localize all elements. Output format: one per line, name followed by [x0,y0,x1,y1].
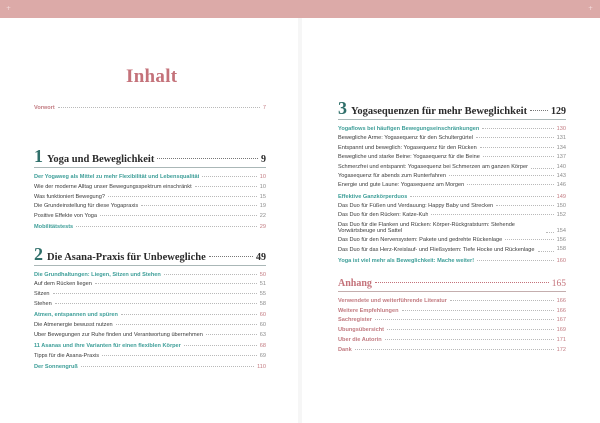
dot-leader [157,158,258,159]
dot-leader [76,226,257,227]
chapter-heading[interactable] [34,147,266,168]
toc-entry-page: 160 [556,257,566,264]
toc-entry[interactable] [338,173,566,179]
toc-section-entry[interactable] [338,126,566,132]
toc-entry-page: 171 [556,336,566,343]
toc-entry-page: 10 [259,183,266,190]
toc-entry[interactable] [338,337,566,343]
dot-leader [206,334,257,335]
toc-entry-title: Das Duo für das Herz-Kreislauf- und Fließsystem: Tiefe Hocke und Rückenlage [338,246,535,253]
crop-mark-left: + [6,5,12,12]
toc-entry-title: Der Sonnengruß [34,363,78,370]
toc-entry-page: 166 [556,297,566,304]
dot-leader [476,137,554,138]
toc-entry[interactable] [338,308,566,314]
dot-leader [402,310,554,311]
dot-leader [116,324,257,325]
right-toc-column [338,99,566,353]
toc-entry-page: 50 [259,271,266,278]
toc-entry[interactable] [338,164,566,170]
toc-entry[interactable] [338,222,566,234]
toc-entry[interactable] [34,301,266,307]
dot-leader [355,349,554,350]
toc-entry[interactable] [338,327,566,333]
toc-entry-page: 149 [556,193,566,200]
toc-entry-title: Yoga ist viel mehr als Beweglichkeit: Mache weiter! [338,257,475,264]
dot-leader [385,339,554,340]
toc-entry[interactable] [34,184,266,190]
toc-entry-page: 110 [257,363,266,370]
toc-entry[interactable] [34,203,266,209]
toc-entry-title: Positive Effekte von Yoga [34,213,98,220]
dot-leader [195,186,257,187]
toc-entry-title: Atmen, entspannen und spüren [34,312,118,319]
toc-entry-title: Bewegliche und starke Beine: Yogasequenz für die Beine [338,154,480,161]
dot-leader [375,282,549,283]
toc-entry-title: Sachregister [338,317,372,324]
toc-entry-title: Dank [338,346,352,353]
top-color-band [0,0,600,18]
toc-entry-page: 134 [556,144,566,151]
toc-entry-page: 146 [556,182,566,189]
toc-section-entry[interactable] [34,312,266,318]
chapter-heading[interactable] [338,99,566,120]
toc-entry-title: Die Grundeinstellung für diese Yogapraxis [34,203,139,210]
left-toc-column [34,105,266,370]
toc-entry-page: 68 [259,342,266,349]
toc-entry-page: 58 [259,300,266,307]
toc-entry-title: Das Duo für den Rücken: Katze-Kuh [338,212,429,219]
toc-title: Inhalt [126,66,178,87]
chapter-number: 3 [338,98,347,118]
toc-entry-page: 172 [556,346,566,353]
toc-entry[interactable] [338,298,566,304]
chapter-title: Yoga und Beweglichkeit [47,154,155,165]
dot-leader [53,293,257,294]
toc-entry-page: 154 [556,227,566,234]
toc-entry[interactable] [338,246,566,252]
toc-entry-page: 169 [556,327,566,334]
toc-entry[interactable] [34,291,266,297]
toc-entry-page: 150 [556,202,566,209]
dot-leader [431,214,553,215]
toc-entry-page: 143 [556,172,566,179]
chapter-page: 129 [551,106,566,117]
toc-entry-title: Yogasequenz für abends zum Runterfahren [338,172,447,179]
dot-leader [184,345,257,346]
toc-entry-title: Auf dem Rücken liegen [34,281,92,288]
dot-leader [496,205,553,206]
toc-section-entry[interactable] [34,343,266,349]
toc-entry-title: Effektive Ganzkörperduos [338,193,408,200]
dot-leader [141,205,257,206]
toc-section-entry[interactable] [34,364,266,370]
toc-entry-title: Wie der moderne Alltag unser Bewegungsspektrum einschränkt [34,183,192,190]
toc-entry-title: Tipps für die Asana-Praxis [34,352,100,359]
toc-entry-title: Über die Autorin [338,336,382,343]
toc-entry[interactable] [34,322,266,328]
toc-entry-page: 69 [259,352,266,359]
toc-section-entry[interactable] [34,272,266,278]
toc-entry[interactable] [338,317,566,323]
dot-leader [477,260,554,261]
toc-section-entry[interactable] [34,105,266,111]
dot-leader [505,239,553,240]
dot-leader [480,147,554,148]
toc-entry-title: Bewegliche Arme: Yogasequenz für den Schultergürtel [338,135,473,142]
toc-entry-title: Sitzen [34,291,50,298]
toc-entry-page: 29 [259,224,266,231]
toc-entry-page: 131 [556,135,566,142]
chapter-page: 9 [261,154,266,165]
dot-leader [375,319,554,320]
dot-leader [102,355,257,356]
dot-leader [531,168,554,169]
toc-entry[interactable] [34,194,266,200]
toc-entry[interactable] [34,353,266,359]
toc-entry-page: 140 [556,163,566,170]
dot-leader [530,110,548,111]
toc-entry[interactable] [338,182,566,188]
toc-entry-page: 156 [556,236,566,243]
toc-entry-page: 152 [556,212,566,219]
toc-entry-page: 22 [259,213,266,220]
dot-leader [483,156,554,157]
dot-leader [121,314,257,315]
toc-entry-page: 15 [259,193,266,200]
chapter-page: 49 [256,251,266,263]
toc-entry-title: Vorwort [34,105,55,111]
toc-entry-page: 7 [262,105,266,111]
toc-entry-title: Die Atmenergie bewusst nutzen [34,321,113,328]
dot-leader [467,184,553,185]
chapter-number: 2 [34,243,43,264]
toc-entry[interactable] [338,154,566,160]
toc-entry-title: Das Duo für die Flanken und Rücken: Körper-Rückgratsturm: Stehende Vorwärtsbeuge und Sattel [338,221,515,234]
toc-entry[interactable] [338,347,566,353]
dot-leader [164,274,257,275]
right-page [302,18,600,423]
toc-entry[interactable] [338,203,566,209]
toc-section-entry[interactable] [338,194,566,200]
toc-entry-page: 63 [259,331,266,338]
toc-entry-page: 60 [259,321,266,328]
dot-leader [546,232,554,233]
toc-entry-page: 55 [259,291,266,298]
left-page [0,18,298,423]
toc-entry-title: Yogaflows bei häufigen Bewegungseinschränkungen [338,126,480,132]
toc-entry-title: Entspannt und beweglich: Yogasequenz für den Rücken [338,144,477,151]
toc-section-entry[interactable] [34,174,266,180]
dot-leader [100,215,257,216]
dot-leader [202,176,256,177]
toc-entry-title: Stehen [34,300,52,307]
toc-entry-title: Was funktioniert Bewegung? [34,193,105,200]
dot-leader [449,175,554,176]
dot-leader [108,196,257,197]
dot-leader [55,303,257,304]
appendix-title: Anhang [338,277,372,289]
toc-section-entry[interactable] [34,224,266,230]
toc-entry-page: 10 [259,174,266,180]
toc-entry-title: 11 Asanas und ihre Varianten für einen flexiblen Körper [34,342,181,349]
toc-entry-title: Das Duo für den Nervensystem: Pakete und gedrehte Rückenlage [338,236,503,243]
toc-entry-title: Weitere Empfehlungen [338,307,399,314]
toc-section-entry[interactable] [338,258,566,264]
toc-entry-title: Die Grundhaltungen: Liegen, Sitzen und Stehen [34,271,161,278]
dot-leader [387,329,554,330]
toc-entry-title: Übungsübersicht [338,327,384,334]
toc-entry-page: 167 [556,317,566,324]
dot-leader [482,128,553,129]
toc-entry-page: 51 [259,281,266,288]
chapter-title: Die Asana-Praxis für Unbewegliche [47,251,206,263]
toc-entry[interactable] [34,281,266,287]
toc-entry-title: Über Bewegungen zur Ruhe finden und Verantwortung übernehmen [34,331,203,338]
toc-entry-page: 130 [556,126,566,132]
dot-leader [95,283,257,284]
dot-leader [58,107,260,108]
toc-entry-title: Mobilitätstests [34,224,74,231]
toc-entry-title: Schmerzfrei und entspannt: Yogasequenz bei Schmerzen am ganzen Körper [338,163,528,170]
dot-leader [209,256,253,257]
toc-entry[interactable] [338,135,566,141]
toc-entry[interactable] [338,145,566,151]
toc-entry-page: 158 [556,246,566,253]
toc-entry-title: Energie und gute Laune: Yogasequenz am Morgen [338,182,465,189]
toc-entry-page: 19 [259,203,266,210]
dot-leader [81,366,254,367]
crop-mark-right: + [588,5,594,12]
chapter-number: 1 [34,146,43,166]
toc-entry[interactable] [338,212,566,218]
toc-entry-title: Das Duo für Füßen und Verdauung: Happy Baby und Strecken [338,202,494,209]
toc-entry-page: 60 [259,312,266,319]
toc-entry[interactable] [34,213,266,219]
chapter-heading[interactable] [34,245,266,266]
dot-leader [410,196,553,197]
toc-entry-page: 137 [556,154,566,161]
appendix-heading[interactable] [338,278,566,292]
chapter-title: Yogasequenzen für mehr Beweglichkeit [351,106,528,117]
toc-entry-title: Der Yogaweg als Mittel zu mehr Flexibilität und Lebensqualität [34,174,200,180]
toc-entry[interactable] [34,332,266,338]
toc-entry[interactable] [338,237,566,243]
toc-entry-page: 166 [556,307,566,314]
toc-entry-title: Verwendete und weiterführende Literatur [338,297,447,304]
appendix-page: 165 [551,278,566,289]
dot-leader [538,251,554,252]
dot-leader [450,300,554,301]
